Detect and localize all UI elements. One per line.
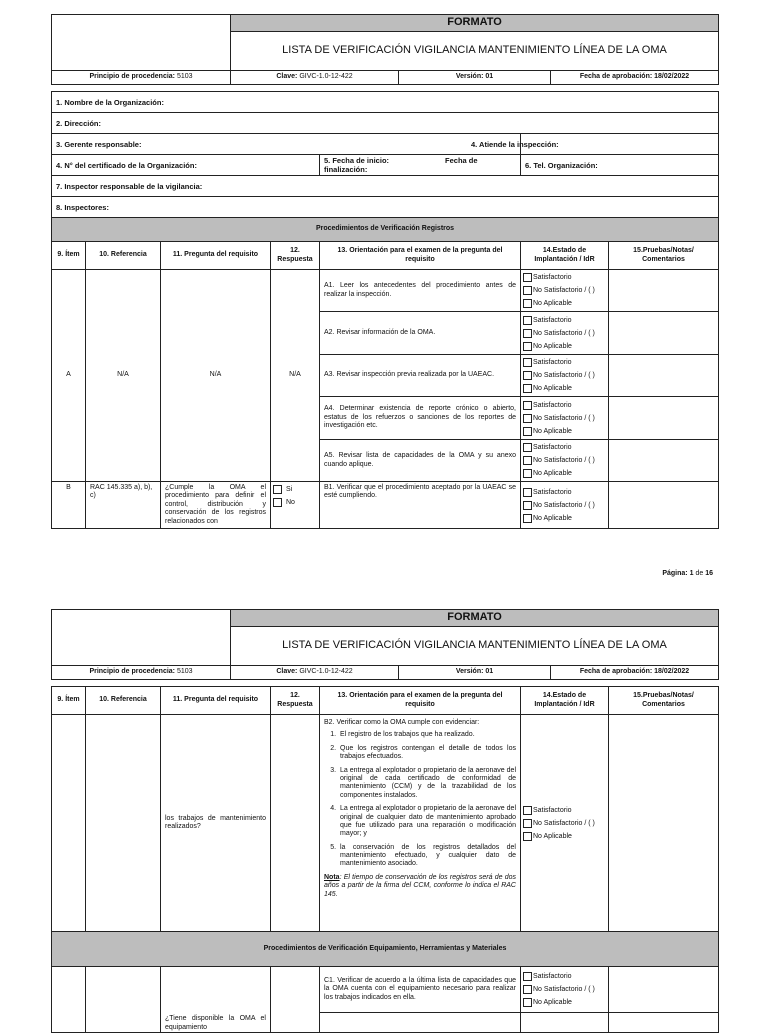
fecha-aprobacion-cell: Fecha de aprobación: 18/02/2022 [551,71,719,85]
section-equipamiento: Procedimientos de Verificación Equipamiento, Herramientas y Materiales [52,932,719,967]
row-a4-estado [521,397,609,440]
row-c1-orientacion: C1. Verificar de acuerdo a la última lista de capacidades que la OMA cuenta con el equipamiento necesario para realizar los trabajos indicados en ella. [320,967,521,1013]
b2-item: 5. la conservación de los registros detallados del mantenimiento efectuado, y cualquier dato de mantenimiento asociado. [338,844,516,869]
procedencia-cell: Principio de procedencia: 5103 [52,666,231,680]
row-a2-orientacion: A2. Revisar información de la OMA. [320,312,521,355]
col-pregunta: 11. Pregunta del requisito [161,242,271,270]
b2-intro: B2. Verificar como la OMA cumple con evidenciar: [324,719,480,726]
col-orientacion: 13. Orientación para el examen de la pregunta del requisito [320,687,521,715]
logo-cell [52,610,231,666]
no-aplicable-option[interactable]: No Aplicable [523,297,606,310]
no-satisfactorio-option[interactable]: No Satisfactorio / ( ) [523,284,606,297]
checkbox-icon[interactable] [523,998,532,1007]
satisfactorio-option[interactable]: Satisfactorio [523,441,606,454]
b2-item: 2. Que los registros contengan el detalle de todos los trabajos efectuados. [338,745,516,762]
row-b-referencia: RAC 145.335 a), b), c) [86,482,161,529]
row-c2-estado [521,1013,609,1033]
satisfactorio-option[interactable]: Satisfactorio [523,804,606,817]
column-header-row [52,687,719,715]
satisfactorio-option[interactable]: Satisfactorio [523,314,606,327]
row-b1-pruebas[interactable] [609,482,719,529]
manager-field[interactable]: 3. Gerente responsable: [52,134,521,155]
inspectors-field[interactable]: 8. Inspectores: [52,197,719,218]
page2-main-table [51,686,719,1033]
row-c-respuesta [271,967,320,1033]
row-a1-pruebas[interactable] [609,270,719,312]
org-name-field[interactable]: 1. Nombre de la Organización: [52,92,719,113]
checkbox-icon[interactable] [523,501,532,510]
checkbox-icon[interactable] [523,427,532,436]
no-satisfactorio-option[interactable]: No Satisfactorio / ( ) [523,412,606,425]
row-a3-orientacion: A3. Revisar inspección previa realizada por la UAEAC. [320,355,521,397]
checkbox-icon[interactable] [523,401,532,410]
checkbox-icon[interactable] [523,985,532,994]
checkbox-icon[interactable] [523,286,532,295]
b2-item: 1. El registro de los trabajos que ha realizado. [338,731,516,739]
col-pruebas: 15.Pruebas/Notas/ Comentarios [609,687,719,715]
checkbox-icon[interactable] [523,972,532,981]
col-respuesta: 12. Respuesta [271,242,320,270]
row-a5-pruebas[interactable] [609,440,719,482]
inspector-field[interactable]: 7. Inspector responsable de la vigilancia: [52,176,719,197]
row-a1-estado [521,270,609,312]
row-c1-estado [521,967,609,1013]
row-b-item: B [52,482,86,529]
row-b-pregunta-cont: los trabajos de mantenimiento realizados? [161,715,271,932]
checkbox-icon[interactable] [523,371,532,380]
row-b-item-cont [52,715,86,932]
no-aplicable-option[interactable]: No Aplicable [523,467,606,480]
version-cell: Versión: 01 [399,666,551,680]
row-a3-pruebas[interactable] [609,355,719,397]
checkbox-icon[interactable] [523,342,532,351]
checkbox-icon[interactable] [523,488,532,497]
no-aplicable-option[interactable]: No Aplicable [523,512,606,525]
row-a-referencia: N/A [86,270,161,482]
row-c-pregunta: ¿Tiene disponible la OMA el equipamiento [161,967,271,1033]
section-registros: Procedimientos de Verificación Registros [52,218,719,242]
row-c2-orientacion [320,1013,521,1033]
row-c-referencia [86,967,161,1033]
clave-cell: Clave: GIVC-1.0-12-422 [231,71,399,85]
col-referencia: 10. Referencia [86,687,161,715]
document-title: LISTA DE VERIFICACIÓN VIGILANCIA MANTENIMIENTO LÍNEA DE LA OMA [231,32,719,71]
row-b-referencia-cont [86,715,161,932]
checkbox-icon[interactable] [523,514,532,523]
row-a-item: A [52,270,86,482]
clave-cell: Clave: GIVC-1.0-12-422 [231,666,399,680]
row-b-respuesta [271,482,320,529]
si-option[interactable]: Si [273,483,317,496]
no-satisfactorio-option[interactable]: No Satisfactorio / ( ) [523,454,606,467]
row-a-pregunta: N/A [161,270,271,482]
col-estado: 14.Estado de Implantación / IdR [521,242,609,270]
col-respuesta: 12. Respuesta [271,687,320,715]
address-field[interactable]: 2. Dirección: [52,113,719,134]
phone-field[interactable]: 6. Tel. Organización: [521,155,719,176]
row-b-pregunta: ¿Cumple la OMA el procedimiento para definir el control, distribución y conservación de los registros relacionados con [161,482,271,529]
row-c1-pruebas[interactable] [609,967,719,1013]
no-option[interactable]: No [273,496,317,509]
col-item: 9. Ítem [52,687,86,715]
col-orientacion: 13. Orientación para el examen de la pregunta del requisito [320,242,521,270]
page1-main-table [51,91,719,529]
no-satisfactorio-option[interactable]: No Satisfactorio / ( ) [523,499,606,512]
logo-cell [52,15,231,71]
row-a1-orientacion: A1. Leer los antecedentes del procedimiento antes de realizar la inspección. [320,270,521,312]
col-item: 9. Ítem [52,242,86,270]
row-b1-estado [521,482,609,529]
row-b1-orientacion: B1. Verificar que el procedimiento aceptado por la UAEAC se esté cumpliendo. [320,482,521,529]
page-number: Página: 1 de 16 [662,570,713,577]
row-a5-estado [521,440,609,482]
checkbox-icon[interactable] [523,806,532,815]
checkbox-icon[interactable] [523,443,532,452]
document-title: LISTA DE VERIFICACIÓN VIGILANCIA MANTENIMIENTO LÍNEA DE LA OMA [231,627,719,666]
no-aplicable-option[interactable]: No Aplicable [523,996,606,1009]
satisfactorio-option[interactable]: Satisfactorio [523,399,606,412]
col-estado: 14.Estado de Implantación / IdR [521,687,609,715]
checkbox-icon[interactable] [523,832,532,841]
row-b2-pruebas[interactable] [609,715,719,932]
checkbox-icon[interactable] [523,414,532,423]
column-header-row [52,242,719,270]
no-satisfactorio-option[interactable]: No Satisfactorio / ( ) [523,817,606,830]
satisfactorio-option[interactable]: Satisfactorio [523,486,606,499]
page2-header-table [51,609,719,680]
checkbox-icon[interactable] [273,485,282,494]
checkbox-icon[interactable] [523,456,532,465]
page1-header-table [51,14,719,85]
format-label: FORMATO [231,15,719,32]
no-satisfactorio-option[interactable]: No Satisfactorio / ( ) [523,369,606,382]
row-a5-orientacion: A5. Revisar lista de capacidades de la OMA y su anexo cuando aplique. [320,440,521,482]
no-satisfactorio-option[interactable]: No Satisfactorio / ( ) [523,983,606,996]
row-c2-pruebas[interactable] [609,1013,719,1033]
row-b2-estado [521,715,609,932]
checkbox-icon[interactable] [523,329,532,338]
no-aplicable-option[interactable]: No Aplicable [523,382,606,395]
certificate-number-field[interactable]: 4. N° del certificado de la Organización: [52,155,320,176]
checkbox-icon[interactable] [523,316,532,325]
dates-field[interactable]: 5. Fecha de inicio: Fecha de finalización: [320,155,521,176]
checkbox-icon[interactable] [523,299,532,308]
checkbox-icon[interactable] [523,469,532,478]
row-a4-orientacion: A4. Determinar existencia de reporte crónico o abierto, estatus de los refuerzos o sanciones de los reportes de investigación etc. [320,397,521,440]
b2-item: 4. La entrega al explotador o propietario de la aeronave del original de cualquier dato de mantenimiento aprobado que fue utilizado para una reparación o modificación mayor; y [338,805,516,839]
row-c-item [52,967,86,1033]
row-a-respuesta: N/A [271,270,320,482]
checkbox-icon[interactable] [273,498,282,507]
attendee-field[interactable]: 4. Atiende la inspección: [521,134,719,155]
no-aplicable-option[interactable]: No Aplicable [523,425,606,438]
b2-list [324,731,516,868]
satisfactorio-option[interactable]: Satisfactorio [523,970,606,983]
row-a2-pruebas[interactable] [609,312,719,355]
b2-nota: Nota: El tiempo de conservación de los registros será de dos años a partir de la firma del CCM, conforme lo indica el RAC 145. [324,873,516,898]
col-pregunta: 11. Pregunta del requisito [161,687,271,715]
row-a2-estado [521,312,609,355]
checkbox-icon[interactable] [523,273,532,282]
row-b-respuesta-cont [271,715,320,932]
no-aplicable-option[interactable]: No Aplicable [523,830,606,843]
b2-item: 3. La entrega al explotador o propietario de la aeronave del original de cada certificado de conformidad de mantenimiento (CCM) y de la trazabilidad de los componentes instalados. [338,767,516,801]
checkbox-icon[interactable] [523,358,532,367]
satisfactorio-option[interactable]: Satisfactorio [523,356,606,369]
checkbox-icon[interactable] [523,384,532,393]
row-a3-estado [521,355,609,397]
checkbox-icon[interactable] [523,819,532,828]
fecha-aprobacion-cell: Fecha de aprobación: 18/02/2022 [551,666,719,680]
col-referencia: 10. Referencia [86,242,161,270]
satisfactorio-option[interactable]: Satisfactorio [523,271,606,284]
row-b2-orientacion [320,715,521,932]
row-a4-pruebas[interactable] [609,397,719,440]
version-cell: Versión: 01 [399,71,551,85]
format-label: FORMATO [231,610,719,627]
no-satisfactorio-option[interactable]: No Satisfactorio / ( ) [523,327,606,340]
no-aplicable-option[interactable]: No Aplicable [523,340,606,353]
procedencia-cell: Principio de procedencia: 5103 [52,71,231,85]
col-pruebas: 15.Pruebas/Notas/ Comentarios [609,242,719,270]
